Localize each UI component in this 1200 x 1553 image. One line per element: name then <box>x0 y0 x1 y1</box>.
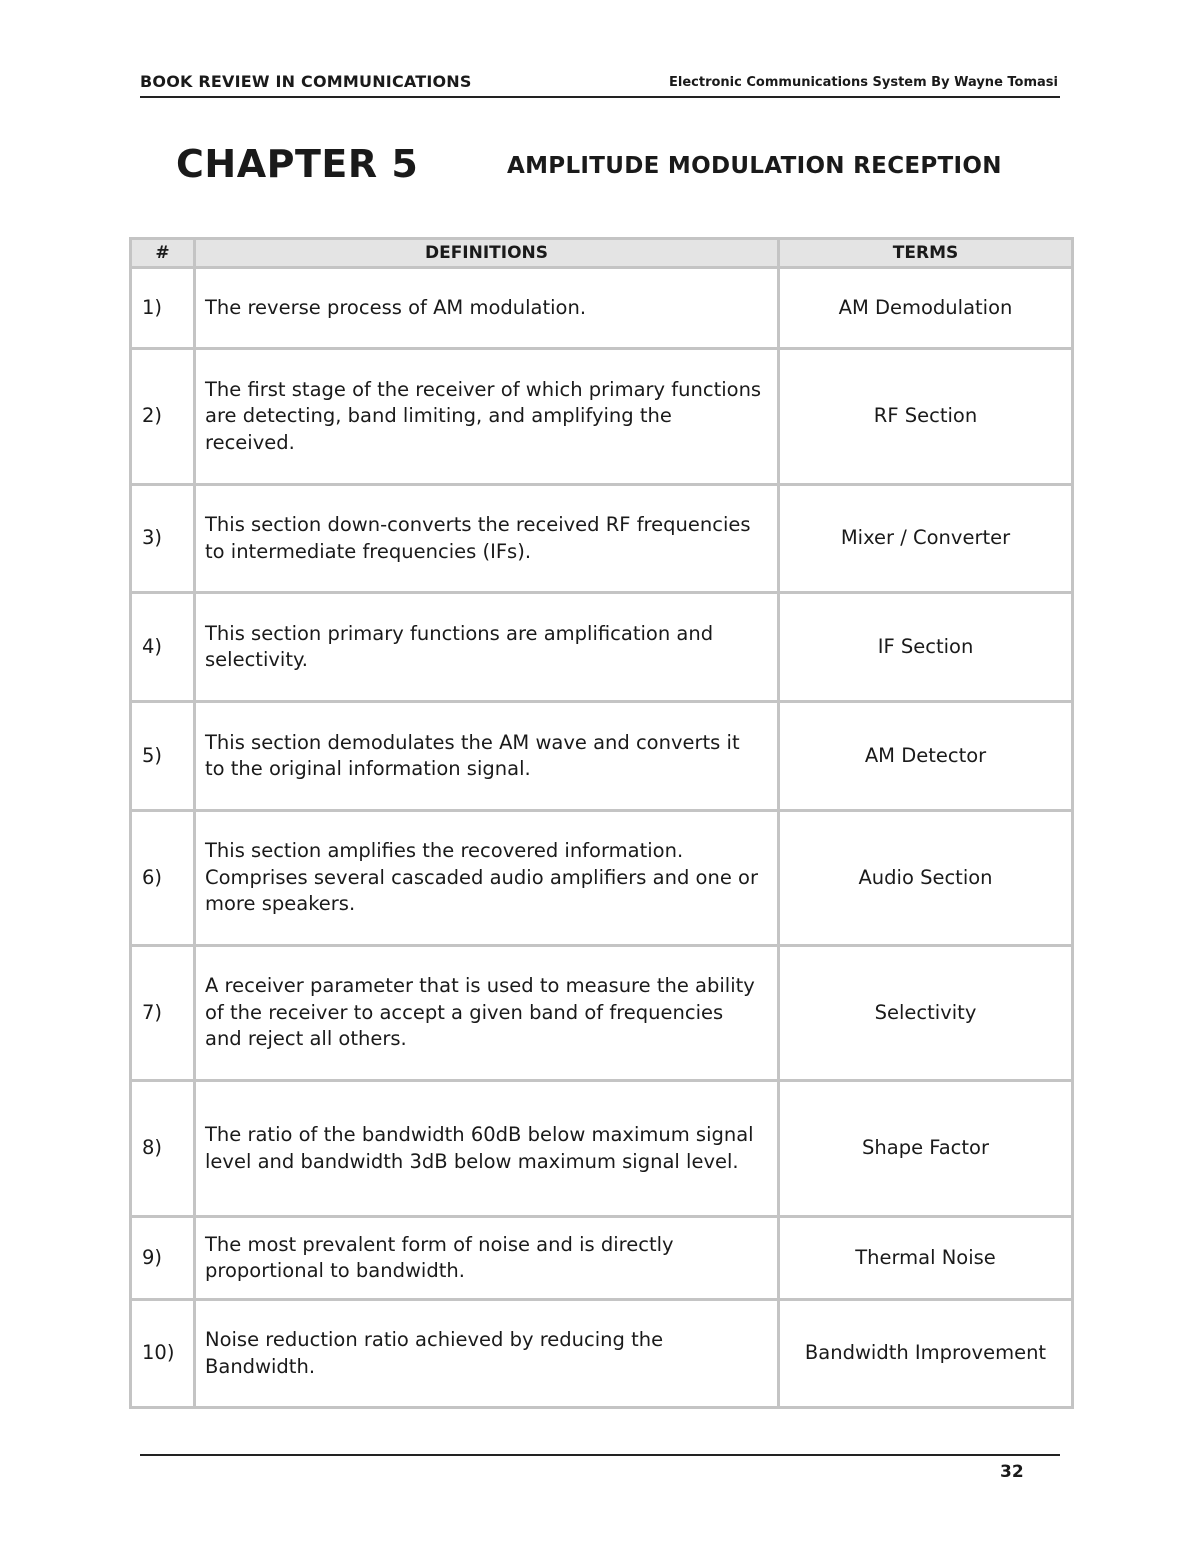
row-term: Mixer / Converter <box>779 485 1073 593</box>
row-definition: This section down-converts the received RF frequencies to intermediate frequencies (IFs). <box>195 485 779 593</box>
row-number: 5) <box>131 702 195 811</box>
column-header-terms: TERMS <box>779 239 1073 268</box>
row-term: Bandwidth Improvement <box>779 1300 1073 1408</box>
row-number: 1) <box>131 268 195 349</box>
table-row <box>131 702 1073 811</box>
table-header-row <box>131 239 1073 268</box>
table-row <box>131 593 1073 702</box>
header-right-text: Electronic Communications System By Wayne Tomasi <box>669 75 1058 90</box>
row-definition: Noise reduction ratio achieved by reducing the Bandwidth. <box>195 1300 779 1408</box>
row-definition: The reverse process of AM modulation. <box>195 268 779 349</box>
row-number: 2) <box>131 349 195 485</box>
chapter-label: CHAPTER 5 <box>176 142 419 186</box>
row-term: Selectivity <box>779 946 1073 1081</box>
row-term: Thermal Noise <box>779 1217 1073 1300</box>
row-term: AM Demodulation <box>779 268 1073 349</box>
row-definition: This section primary functions are amplification and selectivity. <box>195 593 779 702</box>
column-header-definitions: DEFINITIONS <box>195 239 779 268</box>
row-term: IF Section <box>779 593 1073 702</box>
row-definition: The first stage of the receiver of which primary functions are detecting, band limiting, and amplifying the received. <box>195 349 779 485</box>
row-definition: The most prevalent form of noise and is directly proportional to bandwidth. <box>195 1217 779 1300</box>
page-header <box>140 72 1060 98</box>
row-number: 9) <box>131 1217 195 1300</box>
row-term: Audio Section <box>779 811 1073 946</box>
definitions-table <box>129 237 1074 1409</box>
row-number: 4) <box>131 593 195 702</box>
row-definition: This section amplifies the recovered information. Comprises several cascaded audio amplifiers and one or more speakers. <box>195 811 779 946</box>
row-term: Shape Factor <box>779 1081 1073 1217</box>
row-number: 3) <box>131 485 195 593</box>
table-row <box>131 1217 1073 1300</box>
footer-divider <box>140 1454 1060 1456</box>
row-number: 7) <box>131 946 195 1081</box>
header-left-text: BOOK REVIEW IN COMMUNICATIONS <box>140 72 472 91</box>
row-number: 8) <box>131 1081 195 1217</box>
row-number: 6) <box>131 811 195 946</box>
row-number: 10) <box>131 1300 195 1408</box>
row-definition: This section demodulates the AM wave and converts it to the original information signal. <box>195 702 779 811</box>
column-header-number: # <box>131 239 195 268</box>
table-row <box>131 811 1073 946</box>
table-row <box>131 268 1073 349</box>
row-definition: A receiver parameter that is used to measure the ability of the receiver to accept a given band of frequencies and reject all others. <box>195 946 779 1081</box>
table-row <box>131 349 1073 485</box>
row-term: AM Detector <box>779 702 1073 811</box>
row-definition: The ratio of the bandwidth 60dB below maximum signal level and bandwidth 3dB below maximum signal level. <box>195 1081 779 1217</box>
row-term: RF Section <box>779 349 1073 485</box>
table-row <box>131 946 1073 1081</box>
page-number: 32 <box>1000 1462 1024 1482</box>
table-row <box>131 1081 1073 1217</box>
table-row <box>131 485 1073 593</box>
chapter-title: AMPLITUDE MODULATION RECEPTION <box>507 153 1002 179</box>
table-row <box>131 1300 1073 1408</box>
